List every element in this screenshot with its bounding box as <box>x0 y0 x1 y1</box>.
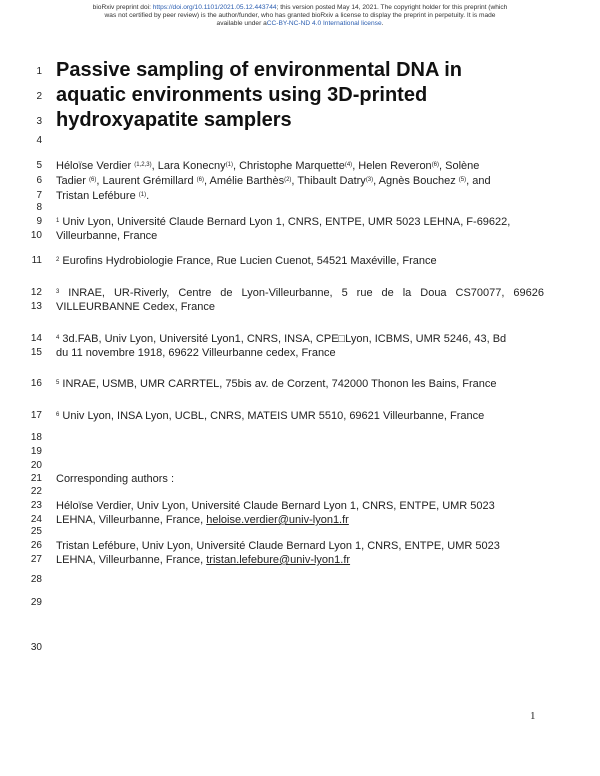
affiliation-line: du 11 novembre 1918, 69622 Villeurbanne cedex, France <box>56 347 336 359</box>
affiliation-line <box>56 410 544 422</box>
line-number: 11 <box>31 255 42 266</box>
line-number: 6 <box>36 175 42 186</box>
line-number: 23 <box>30 500 42 511</box>
affiliation-text: 3d.FAB, Univ Lyon, Université Lyon1, CNRS, INSA, CPE□Lyon, ICBMS, UMR 5246, 43, Bd <box>59 333 507 345</box>
author-text: , Lara Konecny <box>151 160 226 172</box>
line-number: 20 <box>30 460 42 471</box>
author-text: , Solène <box>439 160 480 172</box>
line-number: 18 <box>30 432 42 443</box>
affiliation-sup: 3 <box>56 289 60 295</box>
line-number: 22 <box>30 486 42 497</box>
line-number: 4 <box>36 135 42 146</box>
line-number: 14 <box>30 333 42 344</box>
author-text: . <box>146 190 150 202</box>
banner-text: bioRxiv preprint doi: <box>92 4 153 11</box>
preprint-banner <box>40 4 560 28</box>
line-number: 3 <box>36 116 42 127</box>
author-affil-sup: (3) <box>365 177 374 183</box>
line-number: 10 <box>30 230 42 241</box>
line-number: 2 <box>36 91 42 102</box>
paper-title-line: hydroxyapatite samplers <box>56 109 292 131</box>
banner-line-2: was not certified by peer review) is the author/funder, who has granted bioRxiv a license to display the preprint in perpetuity. It is made <box>104 12 496 19</box>
authors-line <box>56 190 544 202</box>
author-text: , Christophe Marquette <box>232 160 345 172</box>
corresponding-heading: Corresponding authors : <box>56 473 175 485</box>
line-number: 29 <box>30 597 42 608</box>
line-number: 27 <box>30 554 42 565</box>
author-affil-sup: (1,2,3) <box>134 162 152 168</box>
line-number: 8 <box>36 202 42 213</box>
page-number: 1 <box>530 710 536 722</box>
authors-line <box>56 175 544 187</box>
affiliation-line <box>56 333 544 345</box>
line-number: 9 <box>36 216 42 227</box>
corresponding-text: LEHNA, Villeurbanne, France, <box>56 554 207 566</box>
line-number: 16 <box>30 378 42 389</box>
line-number: 25 <box>30 526 42 537</box>
line-number: 19 <box>30 446 42 457</box>
line-number: 24 <box>30 514 42 525</box>
author-text: , Amélie Barthès <box>203 175 285 187</box>
corresponding-line: Tristan Lefébure, Univ Lyon, Université Claude Bernard Lyon 1, CNRS, ENTPE, UMR 5023 <box>56 540 500 552</box>
email-link[interactable]: tristan.lefebure@univ-lyon1.fr <box>206 554 351 566</box>
line-number: 28 <box>30 574 42 585</box>
line-number: 1 <box>36 66 42 77</box>
paper-title-line: aquatic environments using 3D-printed <box>56 84 428 106</box>
author-text: , and <box>466 175 491 187</box>
author-text: , Agnès Bouchez <box>373 175 459 187</box>
line-number: 13 <box>30 301 42 312</box>
author-text: Héloïse Verdier <box>56 160 135 172</box>
author-text: , Helen Reveron <box>352 160 432 172</box>
affiliation-line <box>56 287 544 299</box>
affiliation-sup: 2 <box>56 257 60 263</box>
license-link[interactable]: CC-BY-NC-ND 4.0 International license <box>266 20 382 27</box>
affiliation-sup: 6 <box>56 412 60 418</box>
author-affil-sup: (5) <box>458 177 467 183</box>
author-affil-sup: (1) <box>225 162 233 168</box>
banner-text: . <box>381 20 384 27</box>
affiliation-sup: 5 <box>56 380 60 386</box>
line-number: 17 <box>30 410 42 421</box>
line-number: 15 <box>30 347 42 358</box>
corresponding-line: Héloïse Verdier, Univ Lyon, Université Claude Bernard Lyon 1, CNRS, ENTPE, UMR 5023 <box>56 500 495 512</box>
line-number: 26 <box>30 540 42 551</box>
author-text: , Thibault Datry <box>291 175 366 187</box>
affiliation-text: Univ Lyon, Université Claude Bernard Lyon 1, CNRS, ENTPE, UMR 5023 LEHNA, F-69622, <box>59 216 511 228</box>
line-number: 7 <box>36 190 42 201</box>
affiliation-sup: 4 <box>56 335 60 341</box>
paper-title-line: Passive sampling of environmental DNA in <box>56 59 463 81</box>
author-affil-sup: (1) <box>138 192 147 198</box>
affiliation-text: INRAE, UR-Riverly, Centre de Lyon-Villeurbanne, 5 rue de la Doua CS70077, 69626 <box>59 287 544 299</box>
line-number: 5 <box>36 160 42 171</box>
affiliation-text: INRAE, USMB, UMR CARRTEL, 75bis av. de Corzent, 742000 Thonon les Bains, France <box>59 378 497 390</box>
corresponding-line <box>56 514 544 526</box>
affiliation-line <box>56 378 544 390</box>
affiliation-line <box>56 255 544 267</box>
affiliation-text: Eurofins Hydrobiologie France, Rue Lucien Cuenot, 54521 Maxéville, France <box>59 255 437 267</box>
authors-line <box>56 160 544 172</box>
author-affil-sup: (6) <box>89 177 97 183</box>
corresponding-text: LEHNA, Villeurbanne, France, <box>56 514 207 526</box>
affiliation-text: Univ Lyon, INSA Lyon, UCBL, CNRS, MATEIS UMR 5510, 69621 Villeurbanne, France <box>59 410 485 422</box>
affiliation-line: VILLEURBANNE Cedex, France <box>56 301 215 313</box>
author-affil-sup: (4) <box>344 162 353 168</box>
line-number: 12 <box>30 287 42 298</box>
author-affil-sup: (2) <box>284 177 292 183</box>
line-number: 30 <box>30 642 42 653</box>
banner-line-3 <box>40 20 560 28</box>
doi-link[interactable]: https://doi.org/10.1101/2021.05.12.443744 <box>152 4 277 11</box>
line-number: 21 <box>30 473 42 484</box>
author-text: , Laurent Grémillard <box>96 175 197 187</box>
author-text: Tristan Lefébure <box>56 190 139 202</box>
author-text: Tadier <box>56 175 90 187</box>
affiliation-line: Villeurbanne, France <box>56 230 158 242</box>
affiliation-line <box>56 216 544 228</box>
banner-line-1 <box>40 4 560 12</box>
banner-text: available under a <box>216 20 267 27</box>
affiliation-sup: 1 <box>56 218 60 224</box>
author-affil-sup: (6) <box>431 162 440 168</box>
email-link[interactable]: heloise.verdier@univ-lyon1.fr <box>206 514 349 526</box>
corresponding-line <box>56 554 544 566</box>
banner-text: ; this version posted May 14, 2021. The copyright holder for this preprint (which <box>276 4 508 11</box>
author-affil-sup: (6) <box>196 177 204 183</box>
